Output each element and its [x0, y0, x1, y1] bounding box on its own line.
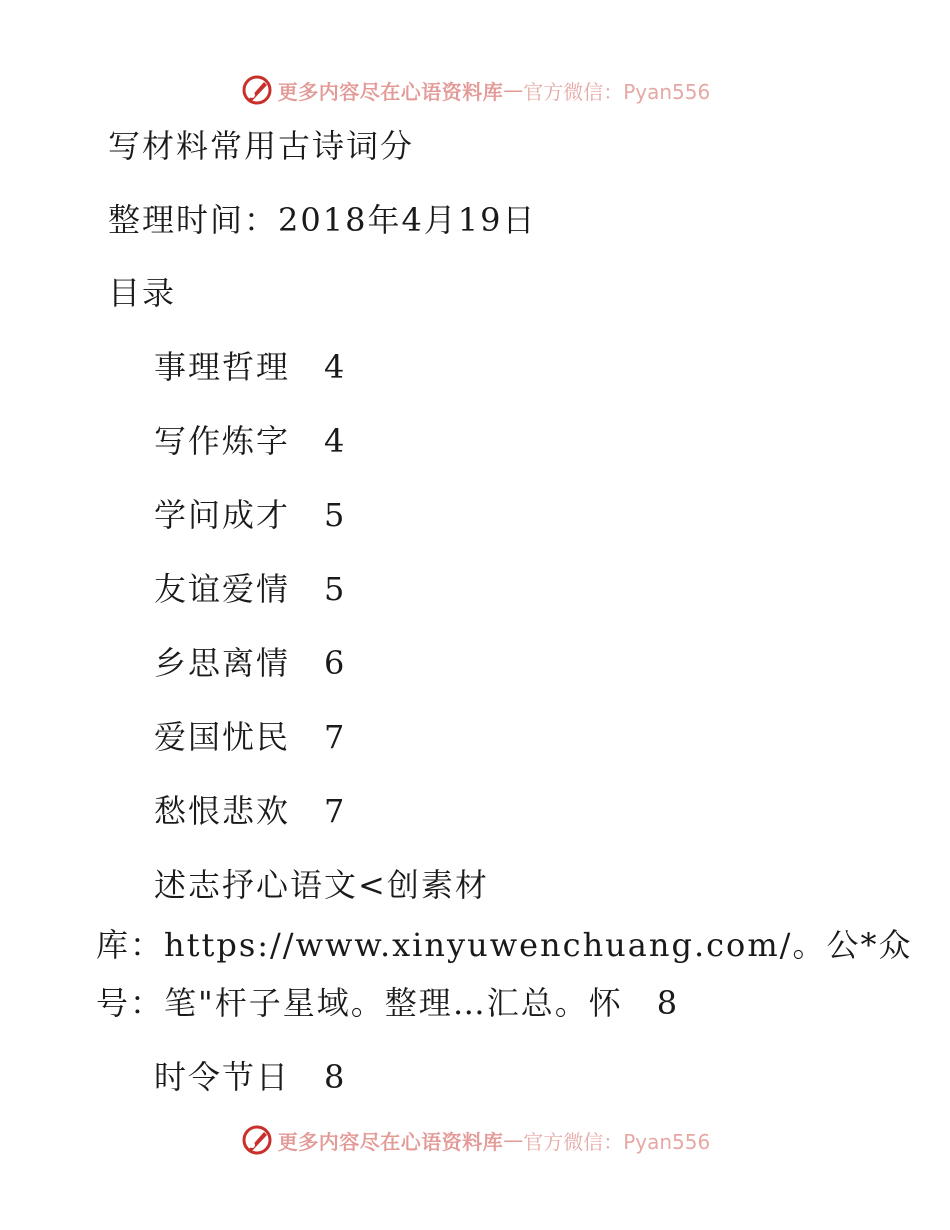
toc-item-page: 7: [324, 718, 347, 756]
toc-item-label: 事理哲理: [154, 348, 291, 386]
long-entry-line-3[interactable]: [96, 983, 679, 1023]
banner-dash: —: [503, 1128, 524, 1152]
long-entry-line-1: 述志抒心语文<创素材: [154, 866, 489, 904]
banner-main-text: 更多内容尽在心语资料库: [277, 79, 504, 104]
toc-item-page: 8: [324, 1058, 347, 1096]
footer-banner: [0, 1120, 950, 1160]
toc-item-label: 写作炼字: [154, 422, 291, 460]
toc-item[interactable]: [154, 347, 346, 387]
banner-contact-text: 官方微信：Pyan556: [523, 79, 711, 104]
header-banner: [0, 70, 950, 110]
toc-item-page: 5: [324, 496, 347, 534]
toc-item-page: 8: [656, 984, 680, 1022]
toc-item-label: 乡思离情: [154, 644, 291, 682]
banner-dash: —: [503, 78, 524, 102]
long-entry-text: 号：笔"杆子星域。整理…汇总。怀: [96, 984, 623, 1022]
toc-item-page: 6: [324, 644, 347, 682]
toc-item-page: 4: [324, 422, 347, 460]
quill-logo-icon: [240, 73, 274, 107]
toc-item[interactable]: [154, 643, 346, 683]
toc-item-label: 愁恨悲欢: [154, 792, 291, 830]
toc-item-page: 7: [324, 792, 347, 830]
quill-logo-icon: [240, 1123, 274, 1157]
toc-item-label: 学问成才: [154, 496, 291, 534]
toc-item[interactable]: [154, 495, 346, 535]
toc-heading: 目录: [108, 274, 177, 312]
toc-item[interactable]: [154, 421, 346, 461]
long-entry-line-2: 库：https://www.xinyuwenchuang.com/。公*众: [96, 926, 913, 964]
toc-item-label: 友谊爱情: [154, 570, 291, 608]
toc-item-page: 5: [324, 570, 347, 608]
toc-item[interactable]: [154, 1057, 346, 1097]
toc-item[interactable]: [154, 717, 346, 757]
toc-item[interactable]: [154, 791, 346, 831]
banner-main-text: 更多内容尽在心语资料库: [277, 1129, 504, 1154]
toc-item[interactable]: [154, 569, 346, 609]
toc-item-label: 爱国忧民: [154, 718, 291, 756]
banner-contact-text: 官方微信：Pyan556: [523, 1129, 711, 1154]
toc-item-page: 4: [324, 348, 347, 386]
document-title: 写材料常用古诗词分: [108, 127, 415, 165]
date-line: 整理时间：2018年4月19日: [108, 201, 537, 239]
toc-item-label: 时令节日: [154, 1058, 291, 1096]
